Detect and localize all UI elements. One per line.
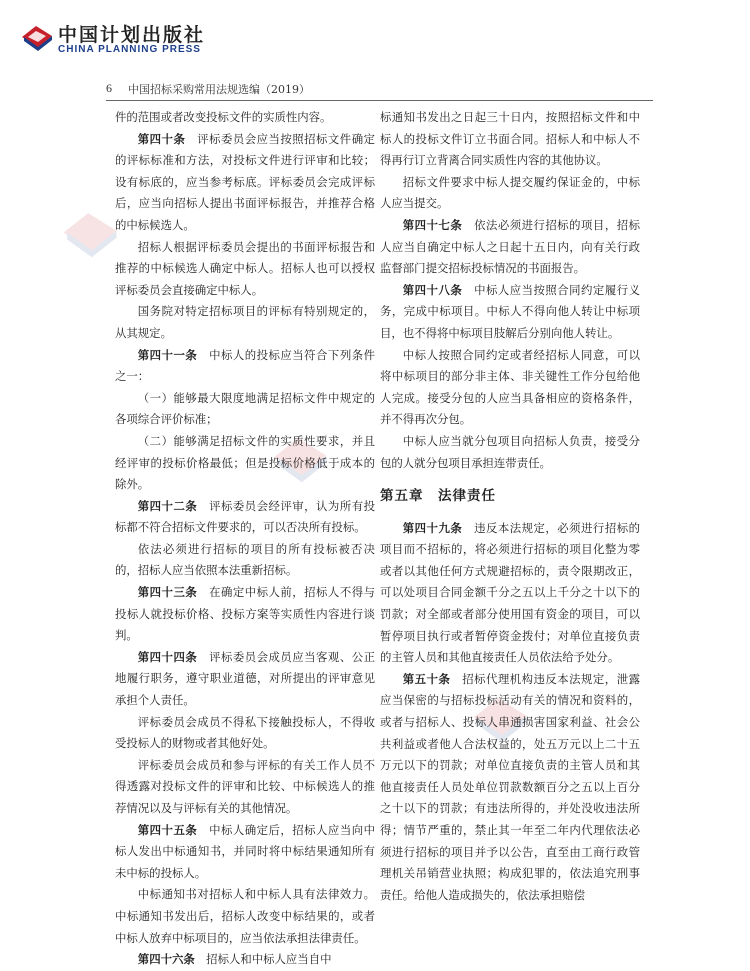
paragraph-text: （二）能够满足招标文件的实质性要求，并且经评审的投标价格最低；但是投标价格低于成本的除外。 (115, 433, 375, 492)
paragraph-text: 评标委员会成员不得私下接触投标人，不得收受投标人的财物或者其他好处。 (115, 714, 375, 751)
right-text-column (380, 107, 640, 906)
running-title: 中国招标采购常用法规选编（2019） (128, 83, 310, 96)
article-number: 第四十五条 (137, 822, 198, 837)
paragraph-text: 中标人的投标应当符合下列条件之一： (115, 347, 375, 384)
paragraph (380, 518, 640, 669)
paragraph (115, 107, 375, 129)
paragraph-text: 评标委员会成员应当客观、公正地履行职务，遵守职业道德，对所提出的评审意见承担个人责任。 (115, 649, 375, 708)
paragraph-text: 中标人按照合同约定或者经招标人同意，可以将中标项目的部分非主体、非关键性工作分包给他人完成。接受分包的人应当具备相应的资格条件，并不得再次分包。 (380, 347, 640, 427)
paragraph (115, 712, 375, 755)
publisher-name-cn: 中国计划出版社 (58, 24, 206, 46)
paragraph (115, 647, 375, 712)
paragraph-text: 招标代理机构违反本法规定，泄露应当保密的与招标投标活动有关的情况和资料的，或者与招标人、投标人串通损害国家利益、社会公共利益或者他人合法权益的，处五万元以上二十五万元以下的罚款；对单位直接负责的主管人员和其他直接责任人员处单位罚款数额百分之五以上百分之十以下的罚款；有违法所得的，并处没收违法所得；情节严重的，禁止其一年至二年内代理依法必须进行招标的项目并予以公告，直至由工商行政管理机关吊销营业执照；构成犯罪的，依法追究刑事责任。给他人造成损失的，依法承担赔偿 (380, 671, 640, 902)
left-text-column (115, 107, 375, 971)
article-number: 第四十八条 (402, 282, 463, 297)
paragraph-text: 中标人应当就分包项目向招标人负责，接受分包的人就分包项目承担连带责任。 (380, 433, 640, 470)
paragraph (115, 388, 375, 431)
paragraph (115, 539, 375, 582)
article-number: 第四十四条 (137, 649, 198, 664)
paragraph (380, 669, 640, 907)
paragraph-text: 依法必须进行招标的项目的所有投标被否决的，招标人应当依照本法重新招标。 (115, 541, 375, 578)
paragraph-text: 招标人根据评标委员会提出的书面评标报告和推荐的中标候选人确定中标人。招标人也可以授权评标委员会直接确定中标人。 (115, 239, 375, 297)
paragraph-text: 招标文件要求中标人提交履约保证金的，中标人应当提交。 (380, 174, 640, 211)
article-number: 第四十九条 (402, 520, 463, 535)
article-number: 第五十条 (402, 671, 451, 686)
article-number: 第四十二条 (137, 498, 198, 513)
article-number: 第四十条 (137, 131, 186, 146)
paragraph (115, 301, 375, 344)
paragraph-text: 评标委员会应当按照招标文件确定的评标标准和方法，对投标文件进行评审和比较；设有标底的，应当参考标底。评标委员会完成评标后，应当向招标人提出书面评标报告，并推荐合格的中标候选人。 (115, 131, 375, 232)
page-header (0, 0, 750, 70)
publisher-name-en: CHINA PLANNING PRESS (58, 44, 201, 55)
paragraph-text: 中标人确定后，招标人应当向中标人发出中标通知书，并同时将中标结果通知所有未中标的投标人。 (115, 822, 375, 880)
paragraph-text: 招标人和中标人应当自中 (206, 952, 332, 967)
page-number: 6 (106, 81, 112, 95)
paragraph-text: （一）能够最大限度地满足招标文件中规定的各项综合评价标准； (115, 390, 375, 427)
paragraph-text: 国务院对特定招标项目的评标有特别规定的，从其规定。 (115, 304, 375, 340)
paragraph-text: 依法必须进行招标的项目，招标人应当自确定中标人之日起十五日内，向有关行政监督部门提交招标投标情况的书面报告。 (380, 217, 640, 276)
chapter-heading: 第五章 法律责任 (380, 488, 496, 505)
paragraph-text: 评标委员会成员和参与评标的有关工作人员不得透露对投标文件的评审和比较、中标候选人的推荐情况以及与评标有关的其他情况。 (115, 757, 375, 815)
paragraph (115, 884, 375, 949)
paragraph-text: 在确定中标人前，招标人不得与投标人就投标价格、投标方案等实质性内容进行谈判。 (115, 585, 375, 643)
watermark-logo-icon (60, 205, 120, 260)
paragraph (380, 345, 640, 431)
paragraph-text: 中标通知书对招标人和中标人具有法律效力。中标通知书发出后，招标人改变中标结果的，或者中标人放弃中标项目的，应当依法承担法律责任。 (115, 887, 375, 945)
paragraph (115, 129, 375, 237)
paragraph (115, 237, 375, 302)
paragraph-text: 中标人应当按照合同约定履行义务，完成中标项目。中标人不得向他人转让中标项目，也不得将中标项目肢解后分别向他人转让。 (380, 282, 640, 340)
article-number: 第四十一条 (137, 347, 198, 362)
paragraph (380, 107, 640, 172)
article-number: 第四十三条 (137, 585, 198, 600)
paragraph (380, 172, 640, 215)
paragraph-text: 标通知书发出之日起三十日内，按照招标文件和中标人的投标文件订立书面合同。招标人和中标人不得再行订立背离合同实质性内容的其他协议。 (380, 110, 640, 168)
publisher-logo-icon (20, 22, 54, 52)
paragraph-text: 评标委员会经评审，认为所有投标都不符合招标文件要求的，可以否决所有投标。 (115, 498, 375, 535)
paragraph (115, 755, 375, 820)
article-number: 第四十六条 (137, 952, 195, 967)
article-number: 第四十七条 (402, 217, 463, 232)
paragraph (115, 345, 375, 388)
header-rule (106, 100, 653, 101)
paragraph-text: 违反本法规定，必须进行招标的项目而不招标的，将必须进行招标的项目化整为零或者以其他任何方式规避招标的，责令限期改正，可以处项目合同金额千分之五以上千分之十以下的罚款；对全部或者部分使用国有资金的项目，可以暂停项目执行或者暂停资金拨付；对单位直接负责的主管人员和其他直接责任人员依法给予处分。 (380, 520, 640, 665)
paragraph (115, 431, 375, 496)
paragraph (115, 820, 375, 885)
paragraph (115, 582, 375, 647)
paragraph (380, 215, 640, 280)
paragraph (115, 496, 375, 539)
paragraph (380, 431, 640, 474)
paragraph-text: 件的范围或者改变投标文件的实质性内容。 (115, 110, 332, 124)
paragraph (380, 280, 640, 345)
paragraph (115, 949, 375, 971)
